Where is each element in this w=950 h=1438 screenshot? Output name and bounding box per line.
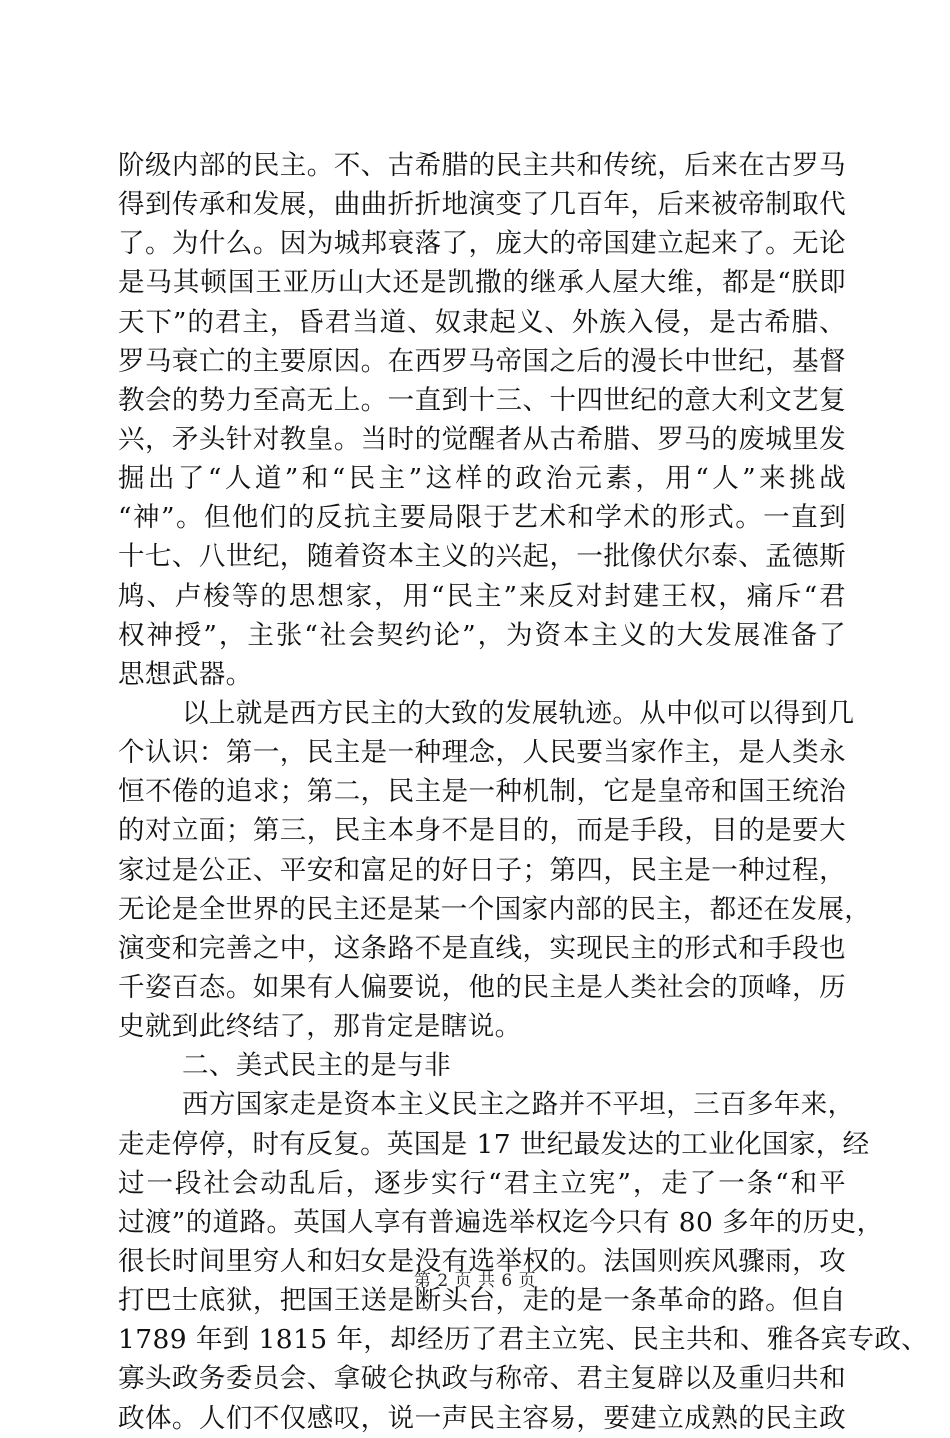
text-line: 很长时间里穷人和妇女是没有选举权的。法国则疾风骤雨，攻 [118,1245,846,1277]
text-line: 无论是全世界的民主还是某一个国家内部的民主，都还在发展， [118,893,872,925]
text-line: 千姿百态。如果有人偏要说，他的民主是人类社会的顶峰，历 [118,971,846,1003]
text-line: 过一段社会动乱后，逐步实行“君主立宪”，走了一条“和平 [118,1167,846,1199]
text-line: 演变和完善之中，这条路不是直线，实现民主的形式和手段也 [118,932,846,964]
text-line: 兴，矛头针对教皇。当时的觉醒者从古希腊、罗马的废城里发 [118,423,846,455]
text-line: 过渡”的道路。英国人享有普遍选举权迄今只有 80 多年的历史， [118,1206,884,1238]
text-line: 恒不倦的追求；第二，民主是一种机制，它是皇帝和国王统治 [118,776,846,808]
text-line: 是马其顿国王亚历山大还是凯撒的继承人屋大维，都是“朕即 [118,267,846,299]
section-heading: 二、美式民主的是与非 [182,1050,451,1082]
text-line: 政体。人们不仅感叹，说一声民主容易，要建立成熟的民主政 [118,1402,846,1434]
text-line: 思想武器。 [118,658,253,690]
text-line: 1789 年到 1815 年，却经历了君主立宪、民主共和、雅各宾专政、 [118,1324,929,1356]
text-line: 了。为什么。因为城邦衰落了，庞大的帝国建立起来了。无论 [118,228,846,260]
paragraph-start-line: 西方国家走是资本主义民主之路并不平坦，三百多年来， [182,1089,855,1121]
text-line: 权神授”，主张“社会契约论”，为资本主义的大发展准备了 [118,619,846,651]
text-line: 罗马衰亡的主要原因。在西罗马帝国之后的漫长中世纪，基督 [118,345,846,377]
text-line: 掘出了“人道”和“民主”这样的政治元素，用“人”来挑战 [118,463,846,495]
text-line: 个认识：第一，民主是一种理念，人民要当家作主，是人类永 [118,737,846,769]
text-line: 家过是公正、平安和富足的好日子；第四，民主是一种过程， [118,854,846,886]
text-line: 的对立面；第三，民主本身不是目的，而是手段，目的是要大 [118,815,846,847]
text-line: 得到传承和发展，曲曲折折地演变了几百年，后来被帝制取代 [118,189,846,221]
text-line: 走走停停，时有反复。英国是 17 世纪最发达的工业化国家，经 [118,1128,870,1160]
paragraph-start-line: 以上就是西方民主的大致的发展轨迹。从中似可以得到几 [182,697,855,729]
page-number-footer: 第 2 页 共 6 页 [413,1271,537,1291]
text-line: 十七、八世纪，随着资本主义的兴起，一批像伏尔泰、孟德斯 [118,541,846,573]
text-line: 史就到此终结了，那肯定是瞎说。 [118,1011,522,1043]
text-line: 鸠、卢梭等的思想家，用“民主”来反对封建王权，痛斥“君 [118,580,846,612]
document-body [118,146,929,1438]
text-line: 寡头政务委员会、拿破仑执政与称帝、君主复辟以及重归共和 [118,1363,846,1395]
text-line: 教会的势力至高无上。一直到十三、十四世纪的意大利文艺复 [118,384,846,416]
text-line: 阶级内部的民主。不、古希腊的民主共和传统，后来在古罗马 [118,150,846,181]
text-line: 打巴士底狱，把国王送是断头台，走的是一条革命的路。但自 [118,1285,846,1317]
text-line: “神”。但他们的反抗主要局限于艺术和学术的形式。一直到 [118,502,846,534]
text-line: 天下”的君主，昏君当道、奴隶起义、外族入侵，是古希腊、 [118,306,846,338]
